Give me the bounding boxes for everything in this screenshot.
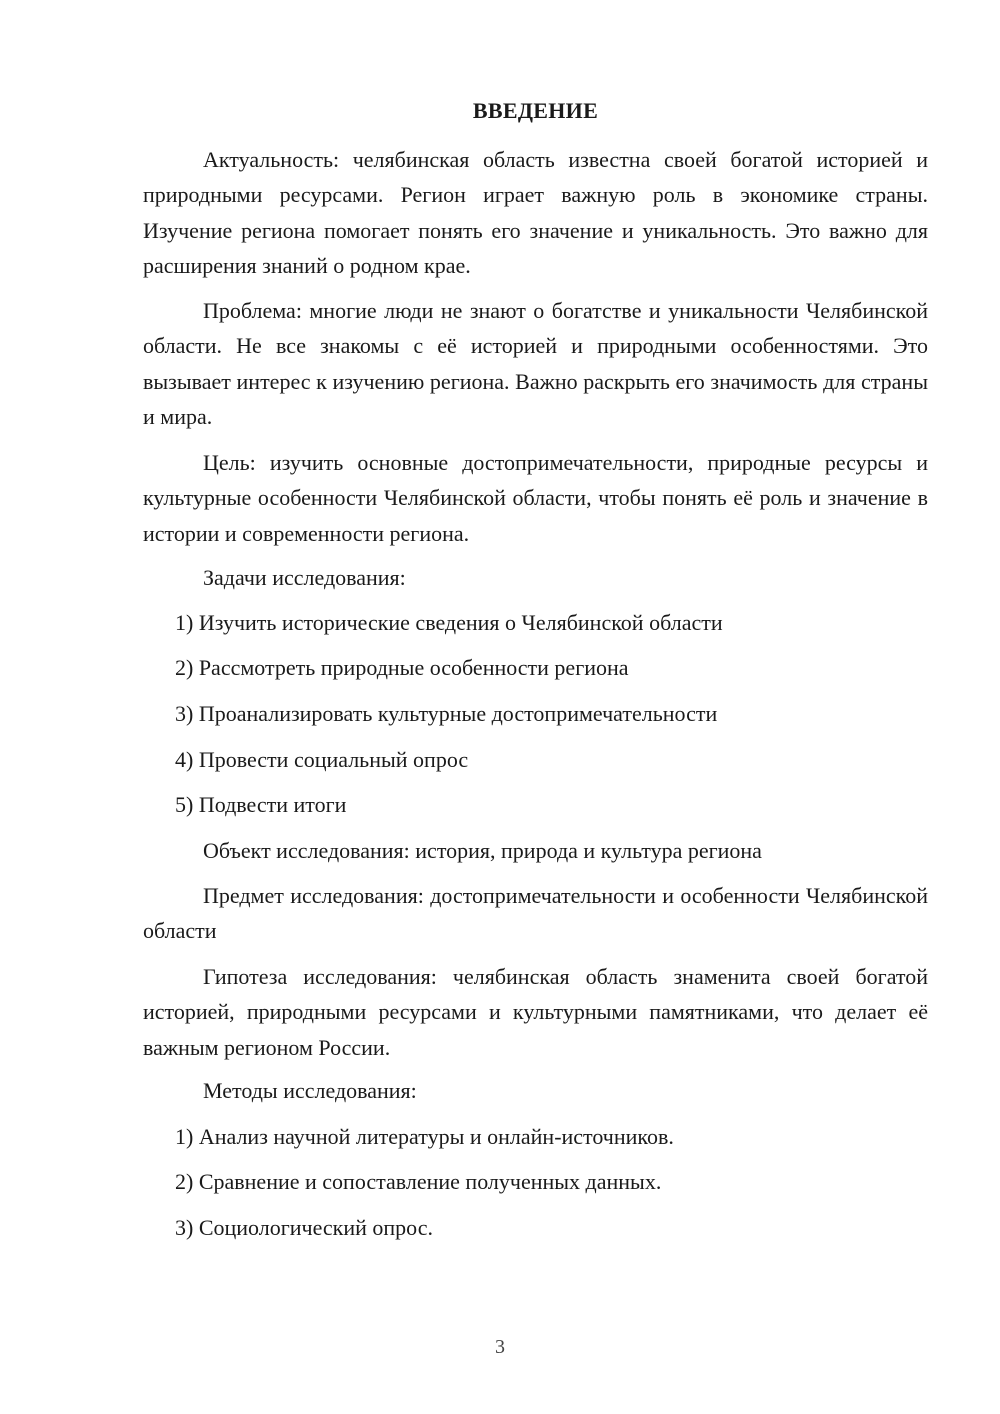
method-item: 3) Социологический опрос. xyxy=(175,1215,433,1240)
hypothesis-paragraph: Гипотеза исследования: челябинская область знаменита своей богатой историей, природными ресурсами и культурными памятниками, что делает её важным регионом России. xyxy=(143,964,928,1060)
page-number: 3 xyxy=(495,1336,505,1358)
method-item: 2) Сравнение и сопоставление полученных данных. xyxy=(175,1169,662,1194)
task-item: 4) Провести социальный опрос xyxy=(175,747,469,772)
tasks-heading: Задачи исследования: xyxy=(203,565,406,590)
method-item: 1) Анализ научной литературы и онлайн-источников. xyxy=(175,1124,674,1149)
subject-paragraph: Предмет исследования: достопримечательности и особенности Челябинской области xyxy=(143,883,928,944)
task-item: 3) Проанализировать культурные достопримечательности xyxy=(175,701,718,726)
methods-heading: Методы исследования: xyxy=(203,1078,417,1103)
goal-paragraph: Цель: изучить основные достопримечательности, природные ресурсы и культурные особенности Челябинской области, чтобы понять её роль и значение в истории и современности региона. xyxy=(143,450,928,546)
task-item: 1) Изучить исторические сведения о Челябинской области xyxy=(175,610,723,635)
relevance-paragraph: Актуальность: челябинская область известна своей богатой историей и природными ресурсами. Регион играет важную роль в экономике страны. Изучение региона помогает понять его значение и уникальность. Это важно для расширения знаний о родном крае. xyxy=(143,147,928,278)
problem-paragraph: Проблема: многие люди не знают о богатстве и уникальности Челябинской области. Не все знакомы с её историей и природными особенностями. Это вызывает интерес к изучению региона. Важно раскрыть его значимость для страны и мира. xyxy=(143,298,928,429)
page-title: ВВЕДЕНИЕ xyxy=(472,98,599,123)
task-item: 5) Подвести итоги xyxy=(175,792,347,817)
task-item: 2) Рассмотреть природные особенности региона xyxy=(175,655,629,680)
object-line: Объект исследования: история, природа и культура региона xyxy=(203,838,762,863)
